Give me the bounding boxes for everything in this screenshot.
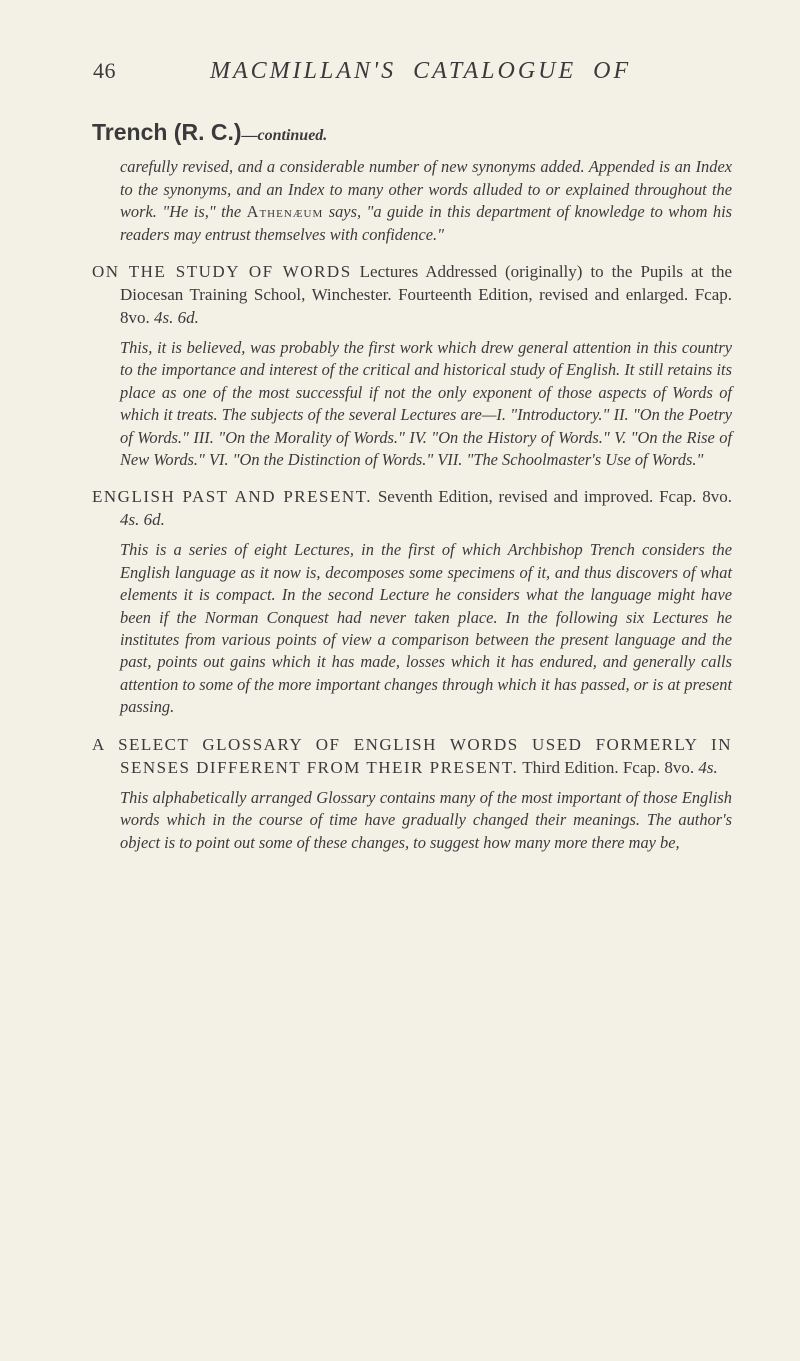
continued-label: —continued. xyxy=(241,127,328,144)
book-entry xyxy=(92,733,732,779)
book-title: ON THE STUDY OF WORDS xyxy=(92,262,352,282)
book-title: ENGLISH PAST AND PRESENT. xyxy=(92,487,372,507)
continued-description xyxy=(92,156,732,246)
book-description: This alphabetically arranged Glossary contains many of the most important of those English words which in the course of time have gradually changed their meanings. The author's object is to point out some of these changes, to suggest how many more there may be, xyxy=(120,787,732,852)
author-name: Trench (R. C.) xyxy=(92,119,242,145)
book-details: Third Edition. Fcap. 8vo. xyxy=(518,757,699,777)
athenaeum-name: Athenæum xyxy=(246,202,324,222)
book-entry xyxy=(92,485,732,531)
price-shillings: 4s. xyxy=(698,757,718,777)
price-shillings: 4s. xyxy=(154,308,174,328)
book-price xyxy=(120,510,165,529)
running-head xyxy=(0,58,800,98)
page-content xyxy=(92,120,732,868)
book-entry xyxy=(92,260,732,329)
book-description: This is a series of eight Lectures, in the first of which Archbishop Trench considers the English language as it now is, decomposes some specimens of it, and thus discovers of what elements it is compact. In the second Lecture he considers what the language might have been if the Norman Conquest had never taken place. In the following six Lectures he institutes from various points of view a comparison between the present language and the past, points out gains which it has made, losses which it has endured, and generally calls attention to some of the more important changes through which it has passed, or is at present passing. xyxy=(120,540,732,717)
book-price xyxy=(154,308,199,327)
price-shillings: 4s. xyxy=(120,510,140,530)
page-number: 46 xyxy=(93,58,116,83)
price-pence: 6d. xyxy=(143,510,165,530)
book-description: This, it is believed, was probably the first work which drew general attention in this country to the importance and interest of the critical and historical study of English. It still retains its place as one of the most successful if not the only exponent of those aspects of Words of which it treats. The subjects of the several Lectures are—I. "Introductory." II. "On the Poetry of Words." III. "On the Morality of Words." IV. "On the History of Words." V. "On the Rise of New Words." VI. "On the Distinction of Words." VII. "The Schoolmaster's Use of Words." xyxy=(120,338,732,470)
continued-text-2: says, "a guide in this department of knowledge to whom his readers may entrust themselves with confidence." xyxy=(120,202,732,244)
book-price xyxy=(698,758,717,777)
catalogue-title: MACMILLAN'S CATALOGUE OF xyxy=(210,58,632,84)
author-heading xyxy=(92,120,732,146)
book-title: A SELECT GLOSSARY OF ENGLISH WORDS USED FORMERLY IN SENSES DIFFERENT FROM THEIR PRESENT. xyxy=(92,734,732,777)
continued-text-1: carefully revised, and a considerable number of new synonyms added. Appended is an Index to the synonyms, and an Index to many other words alluded to or explained throughout the work. "He is," the xyxy=(120,157,732,222)
price-pence: 6d. xyxy=(177,308,199,328)
book-details: Lectures Addressed (originally) to the Pupils at the Diocesan Training School, Winchester. Fourteenth Edition, revised and enlarged. Fcap. 8vo. xyxy=(120,262,733,328)
book-details: Seventh Edition, revised and improved. Fcap. 8vo. xyxy=(371,487,732,507)
